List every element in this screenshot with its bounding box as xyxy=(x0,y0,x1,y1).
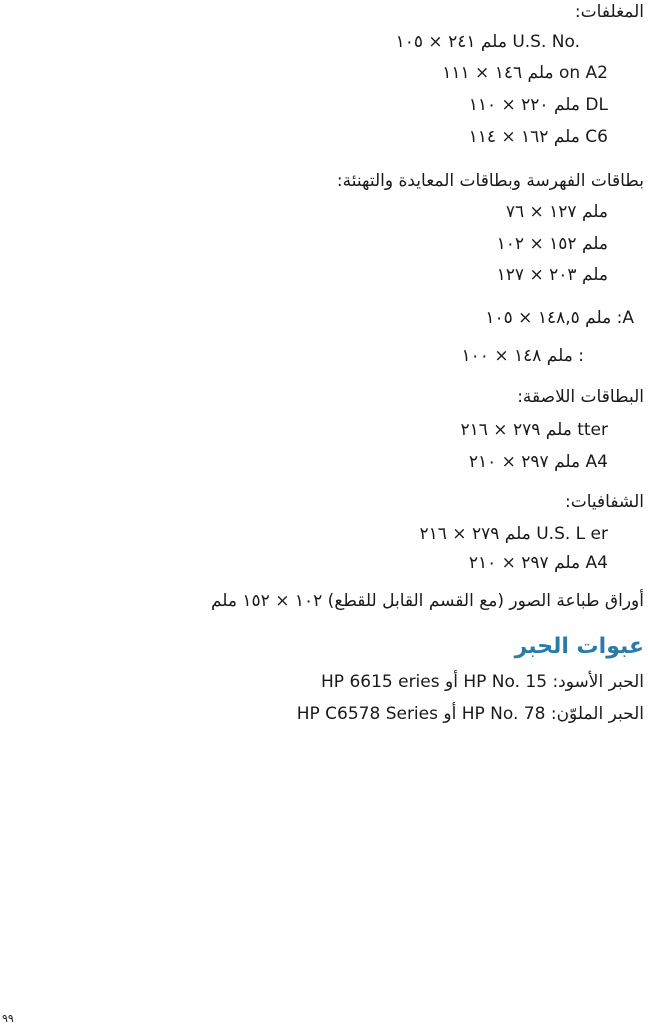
labels-heading: :البطاقات اللاصقة xyxy=(517,387,644,407)
label-size-1: ملم ٢٧٩ × ٢١٦ tter xyxy=(460,420,608,440)
envelope-size-4: ملم ١٦٢ × ١١٤ C6 xyxy=(468,127,608,147)
black-ink-row xyxy=(321,671,644,693)
envelope-size-3: ملم ٢٢٠ × ١١٠ DL xyxy=(468,95,608,115)
label-size-2: ملم ٢٩٧ × ٢١٠ A4 xyxy=(468,452,608,472)
envelope-size-1: ملم ٢٤١ × ١٠٥ U.S. No. xyxy=(395,32,580,52)
color-ink-label: الحبر الملوّن: xyxy=(550,704,644,724)
color-ink-row xyxy=(297,703,644,725)
card-size-3: ملم ٢٠٣ × ١٢٧ xyxy=(496,265,608,285)
envelope-size-2: ملم ١٤٦ × ١١١ on A2 xyxy=(442,63,608,83)
card-size-4: ملم ١٤٨,٥ × ١٠٥ :A xyxy=(485,308,634,328)
cards-heading: :بطاقات الفهرسة وبطاقات المعايدة والتهنئة xyxy=(336,171,644,191)
photo-paper-line: أوراق طباعة الصور (مع القسم القابل للقطع) ١٠٢ × ١٥٢ ملم xyxy=(210,591,644,611)
transparency-size-1: ملم ٢٧٩ × ٢١٦ U.S. L er xyxy=(419,524,608,544)
transparencies-heading: :الشفافيات xyxy=(564,492,644,512)
color-ink-models: HP No. 78 أو HP C6578 Series xyxy=(296,704,546,724)
envelopes-heading: :المغلفات xyxy=(574,2,644,22)
card-size-1: ملم ١٢٧ × ٧٦ xyxy=(505,202,608,222)
black-ink-label: الحبر الأسود: xyxy=(552,672,644,692)
black-ink-models: HP No. 15 أو HP 6615 eries xyxy=(321,672,548,692)
page-number: ٩٩ xyxy=(2,1012,14,1025)
card-size-5: ملم ١٤٨ × ١٠٠ : xyxy=(461,346,584,366)
card-size-2: ملم ١٥٢ × ١٠٢ xyxy=(496,234,608,254)
ink-heading: عبوات الحبر xyxy=(514,634,644,659)
transparency-size-2: ملم ٢٩٧ × ٢١٠ A4 xyxy=(468,553,608,573)
